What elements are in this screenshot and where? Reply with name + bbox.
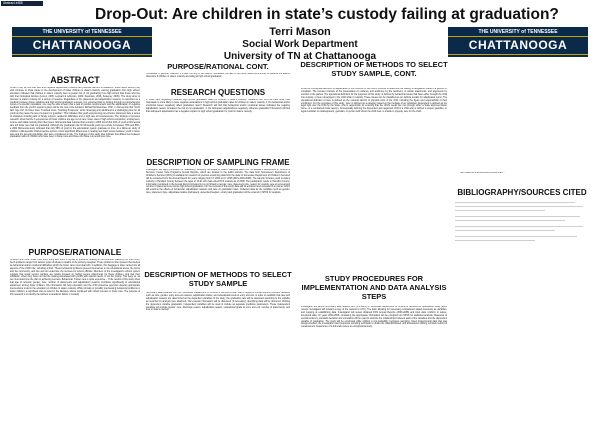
purpose-rationale-body: Children who enter foster care often bring with them a myriad of problems relating to the recurrent reason(s) for their entry. Such problems range from various types of abuse to deaths of the primary caregiver. These problems often present themselves as behavioral and/or emotional difficulties which the foster carer must deal with. In addition, this baggage is often carried into all aspects of the child's life, including school. These behavioral problems present themselves in the educational arena, the home and the community, and can and do undermine the success for school officials. Members of the investigator's school system suggest that social service workers are mostly focused on finding secure placements for these children, and that their education, when they have not had the training associated with youths with special needs, is not the priority. This begs us, as we must determine the plan to achieving success. Behavioral: 'Foster care is quite expensive...' If the results of this study show that age of removal, gender, race, number of placements and adjudication reasons contribute significantly to educational attainment among foster children, this information will help educators and the child protective agencies develop appropriate interventions to aid in the education of children in state's custody. While formally or possibly interviewing behavioral problems in foster children, a significant step is noted in the literature whose combined with school success in foster care. The purpose of this research is to identify the barriers to academic failure in custody. (10, 259, 140, 296)
university-logo-left (12, 27, 152, 57)
bibliography-list (455, 200, 590, 422)
sampling-frame-heading: DESCRIPTION OF SAMPLING FRAME (146, 158, 290, 167)
study-sample-heading: DESCRIPTION OF METHODS TO SELECT STUDY SAMPLE, CONT. (300, 60, 448, 78)
sample-variables-body: Secondary data obtained from the Tennessee Department of Children's Services Foster Care Program's Annual Reports includes variables such as race, gender, entry and exit reasons, adjudication status, and educational levels at entry and exit. In order to establish that race and adjudication reasons are determined as the dependent variables of the study, the graduation rate will be assessed according to the variable as recorded on analysis (see attached). Non-relevant information will be dissolved: (if necessary), identifying data will be obscured. Utilizing the dependent variable graduation, independent variables will be used to include as separate predictive parameters. These independent variables will include gender, race, discharge reason, adjudication reason, educational grade at entry and exit, number of placements, and time in state's custody. (146, 292, 290, 312)
logo-right-main-text: CHATTANOOGA (468, 38, 568, 52)
abstract-heading: ABSTRACT (50, 75, 100, 85)
bibliography-text-lines (455, 200, 590, 422)
abstract-body: While it may be true that new and negative adjudication reasons are potential barriers to academic, these same factors may also continue to show cause to the development of foster children in state's custody, earning graduation from high school. Literature indicates that children in state's custody have a greater risk of not graduating from high school than those who live with their biological families (Lorren, 2005; Leonard & Jefferson, 2009; Stearman, 2006; Sweeney, 2000). The study aims to discover in state's custody for a variety of reasons. Regardless of the placement and adjudication reasons, is examined as a predictor between these variables and high school graduation success. It is expected that by looking through a comprehensive review of a specific population, one may be able to learn that a lack of positive reinforcement and the adjudication of negative feedback from the youth's support system will be the root of the behavior. Richard McGlumshee, PhD., in his keynote that 'Youth with 'Age Out' of Foster Care: Troubled Lives, Troubling Prospects', wrote 'Emerging into adulthood is a challenging time for all youth as they leave the ties of a parent or guardian.' This indicates that youth experiencing out-of-home placement face a series of obstacles including lack of family support, academic difficulties and a high rate of homelessness. The findings of previous research show that the 3 experiences of foster children are age out of care, lower rates of high school completion, employment, income and stable housing than their peers. Minnesota data reported that a study in 2005 found that 34% of youth in Minnesota who left foster care had not graduated. Although the graduation rate for Minnesota youth as a whole is between 78% and 83%, a 2004 Minnesota study indicated that only 58% of youth in the educational system graduate on time. In a follow-up study of children in Minnesota's child protective system, found significant differences in reading and math scores between youth in foster care and the general population who were considered at risk. The findings of this study also indicate that differences between graduation rates of children who have been in foster care and those who have not persist over time. (10, 87, 140, 139)
sidebar-panel (452, 60, 592, 180)
department: Social Work Department (242, 39, 358, 50)
purpose-cont-heading: PURPOSE/RATIONAL CONT. (167, 62, 269, 71)
author-name: Terri Mason (269, 26, 331, 38)
research-questions-heading: RESEARCH QUESTIONS (170, 88, 266, 97)
bibliography-heading: BIBLIOGRAPHY/SOURCES CITED (457, 188, 587, 197)
purpose-rationale-heading: PURPOSE/RATIONALE (28, 247, 122, 257)
study-sample-body: While the conceptual definition of adjudication is the outcome of the court's process to determine the validity of allegations made in a petition or complaint. The process consists of the presentation of evidence and testimony by the testimony or written statements, and arguments by counsel or the parties. The operational definition for the purposes of this study, is defined by behavioral issues that have either brought the child into custody, or been developed in the child while in custody. These issues can be classified as our definite models for adjudicated terms. The operational definition of race is defined as the external identity or physical color of the child, including the figure and responsibility of their enrollment. For the purposes of this study, 'race' is defined as a category based on the heritage of an individual. Dependent is defined as the legal right over the child by the State, who is responsible for ensuring that the child's needs are met through either a State approved foster home, or a contracted foster agency. Conceptually defining the dependent and neglected child is a child who is without a proper guardian, or legal custodian or relative/parent, guardian, or person with whom the child lives, is unable to properly care for the child. (301, 88, 447, 114)
purpose-cont-body: Tennessee, in general, however, it is well, not only in the state of Tennessee, but also in the entire Nation as a whole, to examine the data to determine if children in state's custody are failing at high school graduation. (146, 73, 290, 78)
institution: University of TN at Chattanooga (223, 51, 377, 62)
study-procedures-body: Investigator will submit secondary data request form (CS-0483) to Tennessee Department of Children's Services for quantitative study (upon receipt, investigator will forward a copy of the request to UTC). The data, allowing for necessary comparisons stated previously as variables, and ongoing at establishing data. Investigator will review obtained DCS Annual Reports (2003-2008) and input data. Uniform in nature, structured data, for years 2004-2008, containing the appropriate information will be compiled into SPSS for statistical analysis. Measures of central tendency, standard deviation and correlation will be used to examine the relationships between each of the variables and the dependent variable of graduation. The study will be conducted while utilizing a non-probability purposive sampling. Given Experimental data that was design-oriented, the investigator used purposive sampling technique to obtain the data distributed, and discussions utilizing nominal method of measurement. Experience of a full scale review at a longitudinal study. (301, 306, 447, 329)
logo-right-top-text: THE UNIVERSITY of TENNESSEE (478, 29, 558, 35)
study-procedures-heading: STUDY PROCEDURES FOR IMPLEMENTATION AND DATA ANALYSIS STEPS (301, 274, 447, 301)
research-questions-body: 1. Does race negatively influence high school graduation rates for children in state's custody? Research will find that race other than Caucasian is more likely to have negative associations in high school graduation rates for children in state's custody. 2. Do behavioral and/or emotional issues negatively affect graduation rates? Research will find that behavioral and/or emotional issues indicated the negative adjudication reason increases the risk of non-graduation. 3. Do delinquent adjudications negatively influence graduation? Research will find that delinquent adjudication has a negative impact on high school graduation for youth in state's custody. (146, 99, 290, 113)
logo-left-main-text: CHATTANOOGA (32, 38, 132, 52)
university-logo-right (448, 27, 588, 57)
bibliography-url: http://www.utc.edu/Website/Archives/Staff/... (460, 172, 505, 174)
corner-label: Abstract #488 (1, 1, 43, 6)
sampling-frame-body: Investigator will apply purposive (or availability) sampling technique to collect statistical data from Tennessee's Department of Children's Services. Foster Care Program's Annual Reports, which are located in the public domain. The data from Tennessee's Department of Children's Services (DCS) is available for research of previous examining data from the state of Tennessee Department of Children's Services will be extracted from the Annual Report for years ranging from FY 2003 to FY 2008 (DCS 2003-2008). The sample includes youth in state's custody in Hamilton County between the ages of 16-21 who had exited DCS custody as of 2008. The participants reside in Hamilton County. Information contained in the Annual Report includes but is not limited to gender, race, placement type, reason for custody, age at removal and number of placements as well as high school graduation. For the purpose of this study, data will be extracted and reviewed in a manner which will examine the effects of behavioral, adjudication reasons and race on graduation rates. Collected data for the variables such as gender, race, placement type, adjudicated status (delinquent, dependent/neglect, unruly) and graduation will be entered in SPSS for analysis. (146, 169, 290, 195)
logo-left-top-text: THE UNIVERSITY of TENNESSEE (42, 29, 122, 35)
sample-variables-heading: DESCRIPTION OF METHODS TO SELECT STUDY SAMPLE (144, 270, 292, 288)
poster-title: Drop-Out: Are children in state’s custody failing at graduation? (95, 6, 559, 23)
